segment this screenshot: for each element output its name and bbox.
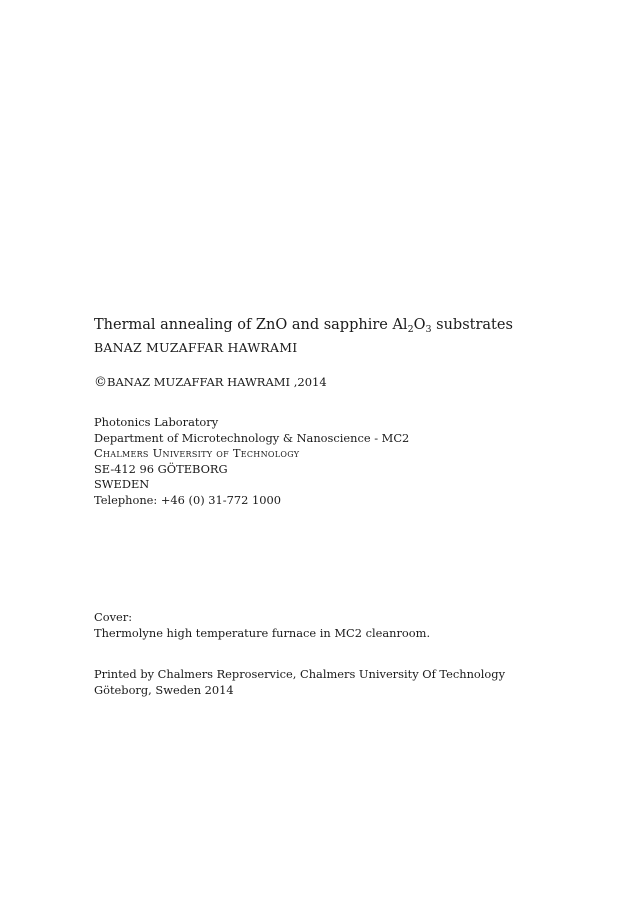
cover-label: Cover:	[94, 610, 133, 624]
telephone: Telephone: +46 (0) 31-772 1000	[94, 492, 281, 507]
department-name: Department of Microtechnology & Nanoscience - MC2	[94, 430, 410, 445]
university-name: Chalmers University of Technology	[94, 446, 300, 461]
title-oxygen: O	[413, 317, 426, 333]
copyright-symbol: ©	[94, 375, 107, 390]
printed-place: Göteborg, Sweden 2014	[94, 682, 234, 697]
postal-address: SE-412 96 GÖTEBORG	[94, 461, 228, 476]
title-subscript-3: 3	[425, 324, 432, 335]
lab-name: Photonics Laboratory	[94, 415, 219, 429]
copyright-text: BANAZ MUZAFFAR HAWRAMI ,2014	[107, 375, 327, 389]
address-block	[94, 415, 614, 509]
country: SWEDEN	[94, 477, 150, 492]
title-subscript-2: 2	[407, 324, 414, 335]
copyright-line	[94, 374, 614, 391]
title-suffix: substrates	[431, 317, 513, 333]
cover-description: Thermolyne high temperature furnace in MC2 cleanroom.	[94, 625, 431, 640]
printed-block	[94, 667, 614, 698]
cover-block	[94, 610, 614, 641]
thesis-title	[94, 315, 614, 335]
author-name: BANAZ MUZAFFAR HAWRAMI	[94, 340, 298, 355]
printed-by: Printed by Chalmers Reproservice, Chalmers University Of Technology	[94, 667, 506, 681]
title-prefix: Thermal annealing of ZnO and sapphire Al	[94, 317, 408, 333]
